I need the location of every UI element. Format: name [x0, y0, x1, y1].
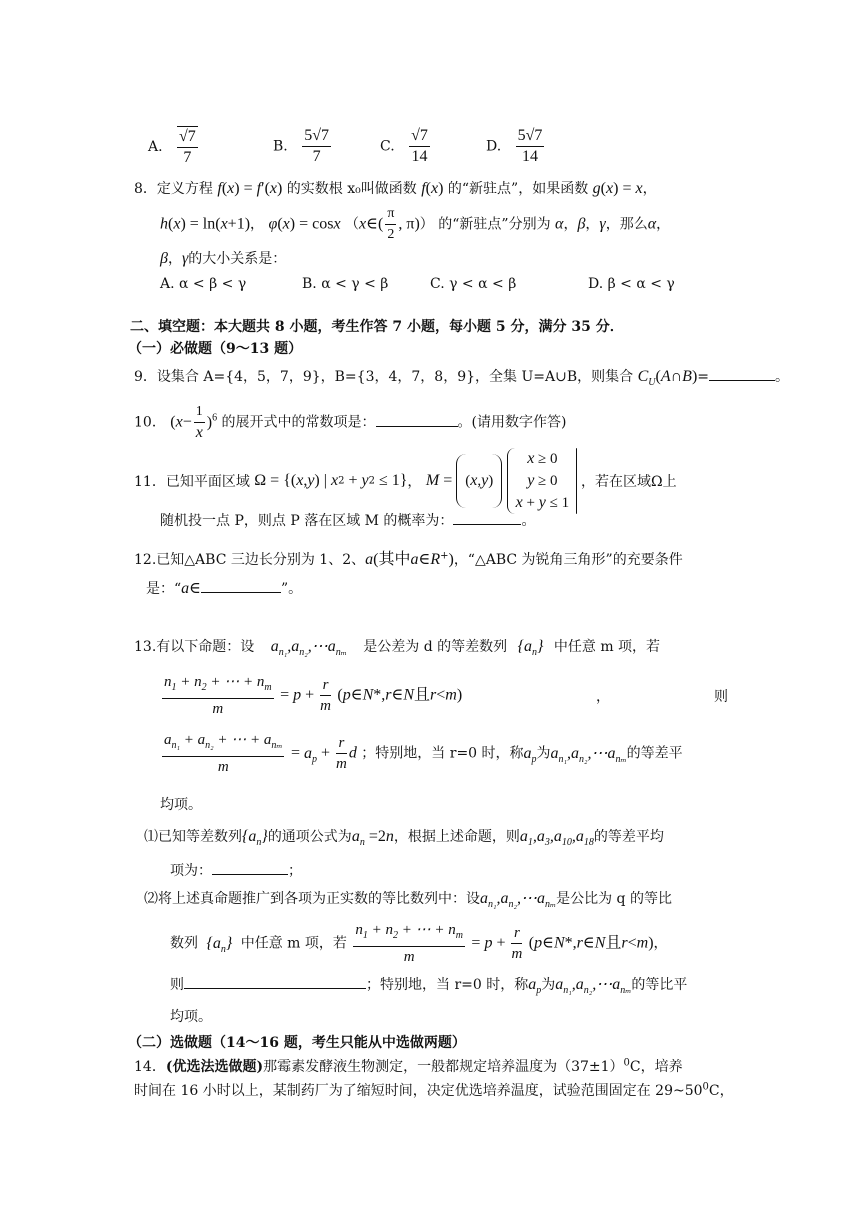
subsection-required: （一）必做题（9～13 题） — [128, 341, 303, 357]
q13-line1: 13.有以下命题：设 $a_{n_1},a_{n_2},\cdots a_{n_m}$ 是公差为 d 的等差数列 $\{a_n\}$ 中任意 m 项，若 — [134, 638, 661, 659]
q12-line1: 12.已知△ABC 三边长分别为 1、2、a(其中a∈R+)，“△ABC 为锐角三角形”的充要条件 — [134, 550, 683, 568]
q10-answer-blank[interactable] — [376, 412, 458, 427]
q11: 11．已知平面区域 Ω = {(x,y) | x2 + y2 ≤ 1}， M = (x,y) x ≥ 0 y ≥ 0 x + y ≤ 1 ，若在区域Ω上 — [134, 448, 677, 514]
section-title: 二、填空题：本大题共 8 小题，考生作答 7 小题，每小题 5 分，满分 35 分． — [130, 319, 624, 335]
q7-option-c: C. $\frac{√7}{14}$ — [380, 127, 428, 165]
q13-part2-line1: ⑵将上述真命题推广到各项为正实数的等比数列中：设$a_{n_1},a_{n_2},\cdots a_{n_m}$是公比为 q 的等比 — [144, 890, 672, 911]
q7-option-b: B. $\frac{5√7}{7}$ — [273, 127, 329, 165]
q13-part1-line1: ⑴已知等差数列$\{a_n\}$的通项公式为$a_n =2n$，根据上述命题，则$a_1,a_3,a_{10},a_{18}$的等差平均 — [144, 828, 664, 849]
q13-line2: $\frac{n_1 + n_2 + \cdots + n_m}{m}$ = p + $\frac{r}{m}$ (p∈N*,r∈N且r<m) ， 则 — [164, 674, 728, 717]
q8-line3: β，γ的大小关系是： — [160, 250, 287, 267]
q7-option-d: D. $\frac{5√7}{14}$ — [486, 127, 543, 165]
q7-option-a: A. $\frac{√7}{7}$ — [148, 128, 196, 166]
q8-option-b: B. α < γ < β — [302, 276, 389, 292]
q12-line2: 是：“a∈ ”。 — [146, 580, 303, 597]
q14-line1: 14．(优选法选做题)那霉素发酵液生物测定，一般都规定培养温度为$(37\pm 1)^0C$，培养 — [134, 1057, 683, 1075]
q13-avg: 均项。 — [160, 797, 202, 813]
q7-options — [148, 116, 748, 166]
q13-part2-line2: 数列 $\{a_n\}$ 中任意 m 项，若 $\frac{n_1 + n_2 + \cdots + n_m}{m}$ = p + $\frac{r}{m}$ (p∈N*,r∈N且r<m)， — [170, 922, 668, 965]
q13-part2-line3: 则 ；特别地，当 r=0 时，称$a_p$为$a_{n_1},a_{n_2},\cdots a_{n_m}$的等比平 — [170, 976, 688, 997]
q13-part1-answer-blank[interactable] — [212, 860, 288, 875]
q8-option-a: A. α < β < γ — [160, 276, 247, 292]
q14-line2: 时间在 16 小时以上，某制药厂为了缩短时间，决定优选培养温度，试验范围固定在 $29\sim 50^0C$， — [134, 1081, 734, 1099]
q8-option-d: D. β < α < γ — [588, 276, 675, 292]
q12-answer-blank[interactable] — [201, 578, 281, 593]
subsection-optional: （二）选做题（14～16 题，考生只能从中选做两题） — [128, 1035, 466, 1051]
q9: 9．设集合 A={4，5，7，9}，B={3，4，7，8，9}，全集 U=A∪B，则集合 $C_U(A\cap B)=$ 。 — [134, 368, 789, 389]
q8-line1: 8．定义方程 f(x) = f′(x) 的实数根 x₀叫做函数 f(x) 的“新驻点”，如果函数 g(x) = x， — [134, 180, 657, 197]
q8-line2: h(x) = ln(x+1)， φ(x) = cosx （x∈( $\frac{\pi}{2}$ , π)） 的“新驻点”分别为 α，β，γ，那么α， — [160, 206, 671, 242]
q8-option-c: C. γ < α < β — [430, 276, 517, 292]
q10: 10． (x− $\frac{1}{x}$ )$^6$ 的展开式中的常数项是： 。(请用数字作答) — [134, 404, 567, 441]
q11-line2: 随机投一点 P，则点 P 落在区域 M 的概率为： 。 — [160, 510, 535, 530]
q13-line3: $\frac{a_{n_1} + a_{n_2} + \cdots + a_{n_m}}{m}$ = $a_p$ + $\frac{r}{m}$ d ；特别地，当 r=0 时，称$a_p$为$a_{n_1},a_{n_2},\cdots a_{n_m}$的等差平 — [164, 732, 683, 775]
q13-part2-answer-blank[interactable] — [184, 974, 366, 989]
q11-answer-blank[interactable] — [453, 510, 521, 525]
q9-answer-blank[interactable] — [709, 366, 775, 381]
q13-avg2: 均项。 — [170, 1009, 212, 1025]
q13-part1-line2: 项为： ； — [170, 860, 302, 880]
